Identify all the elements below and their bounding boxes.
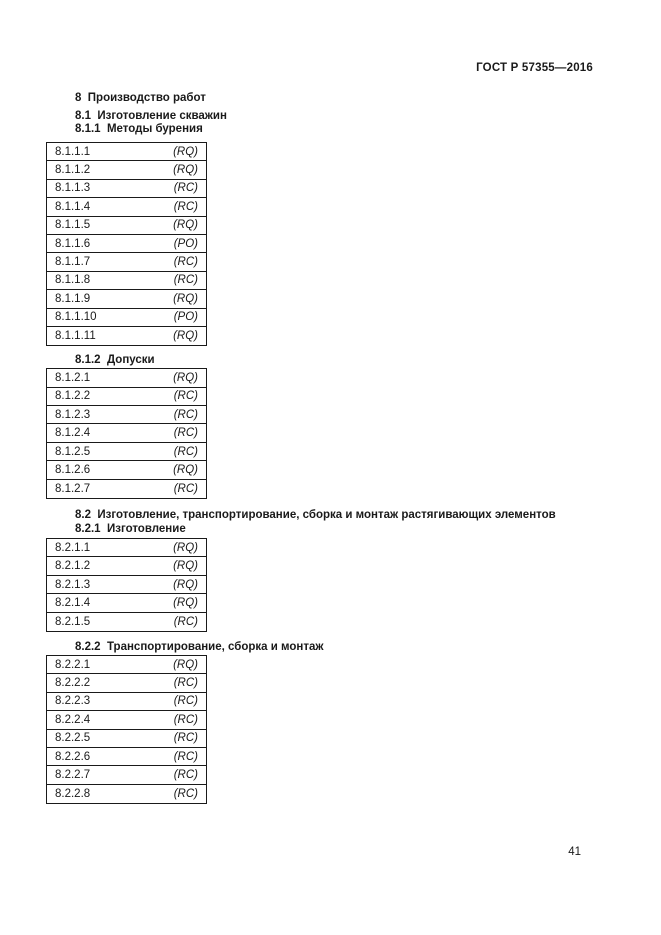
requirement-type-marker: (RC) bbox=[173, 769, 198, 782]
heading-8-1: 8.1 Изготовление скважин bbox=[75, 110, 227, 122]
table-row bbox=[47, 674, 206, 692]
table-row bbox=[47, 480, 206, 498]
table-row bbox=[47, 693, 206, 711]
clause-number: 8.1.1.2 bbox=[55, 164, 91, 177]
table-row bbox=[47, 161, 206, 179]
requirement-type-marker: (RC) bbox=[173, 390, 198, 403]
clause-number: 8.2.2.7 bbox=[55, 769, 91, 782]
heading-8-2: 8.2 Изготовление, транспортирование, сборка и монтаж растягивающих элементов bbox=[75, 509, 556, 522]
clause-number: 8.1.1.7 bbox=[55, 256, 91, 269]
heading-8: 8 Производство работ bbox=[75, 92, 206, 104]
requirement-type-marker: (RC) bbox=[173, 482, 198, 495]
clause-number: 8.2.1.5 bbox=[55, 615, 91, 628]
clause-number: 8.1.2.6 bbox=[55, 463, 91, 476]
heading-8-1-2: 8.1.2 Допуски bbox=[75, 354, 155, 367]
table-row bbox=[47, 443, 206, 461]
requirement-type-marker: (RQ) bbox=[173, 658, 198, 671]
table-row bbox=[47, 461, 206, 479]
table-8-2-2 bbox=[46, 655, 207, 804]
requirement-type-marker: (RC) bbox=[173, 750, 198, 763]
clause-number: 8.1.1.8 bbox=[55, 274, 91, 287]
requirement-type-marker: (RQ) bbox=[173, 541, 198, 554]
requirement-type-marker: (RC) bbox=[173, 408, 198, 421]
table-8-1-2 bbox=[46, 368, 207, 499]
table-row bbox=[47, 730, 206, 748]
requirement-type-marker: (RC) bbox=[173, 677, 198, 690]
table-row bbox=[47, 217, 206, 235]
clause-number: 8.2.2.4 bbox=[55, 713, 91, 726]
clause-number: 8.1.1.4 bbox=[55, 200, 91, 213]
requirement-type-marker: (RC) bbox=[173, 427, 198, 440]
clause-number: 8.2.1.4 bbox=[55, 596, 91, 609]
page-number: 41 bbox=[568, 846, 581, 858]
clause-number: 8.2.2.5 bbox=[55, 732, 91, 745]
clause-number: 8.2.2.3 bbox=[55, 695, 91, 708]
requirement-type-marker: (RQ) bbox=[173, 219, 198, 232]
table-row bbox=[47, 327, 206, 345]
requirement-type-marker: (RQ) bbox=[173, 164, 198, 177]
requirement-type-marker: (RQ) bbox=[173, 145, 198, 158]
requirement-type-marker: (RC) bbox=[173, 713, 198, 726]
table-row bbox=[47, 272, 206, 290]
requirement-type-marker: (PO) bbox=[173, 237, 198, 250]
requirement-type-marker: (RC) bbox=[173, 445, 198, 458]
table-row bbox=[47, 656, 206, 674]
table-row bbox=[47, 576, 206, 594]
clause-number: 8.2.2.1 bbox=[55, 658, 91, 671]
table-8-2-1 bbox=[46, 538, 207, 632]
heading-8-1-1: 8.1.1 Методы бурения bbox=[75, 123, 203, 135]
requirement-type-marker: (RC) bbox=[173, 732, 198, 745]
requirement-type-marker: (RQ) bbox=[173, 560, 198, 573]
table-row bbox=[47, 711, 206, 729]
requirement-type-marker: (PO) bbox=[173, 311, 198, 324]
table-row bbox=[47, 253, 206, 271]
requirement-type-marker: (RQ) bbox=[173, 463, 198, 476]
requirement-type-marker: (RC) bbox=[173, 256, 198, 269]
table-row bbox=[47, 180, 206, 198]
requirement-type-marker: (RQ) bbox=[173, 578, 198, 591]
table-row bbox=[47, 594, 206, 612]
table-row bbox=[47, 290, 206, 308]
requirement-type-marker: (RC) bbox=[173, 200, 198, 213]
clause-number: 8.1.1.9 bbox=[55, 292, 91, 305]
table-row bbox=[47, 388, 206, 406]
heading-8-2-2: 8.2.2 Транспортирование, сборка и монтаж bbox=[75, 640, 324, 653]
table-row bbox=[47, 613, 206, 631]
requirement-type-marker: (RQ) bbox=[173, 596, 198, 609]
clause-number: 8.2.1.1 bbox=[55, 541, 91, 554]
table-row bbox=[47, 539, 206, 557]
clause-number: 8.1.2.1 bbox=[55, 371, 91, 384]
clause-number: 8.1.2.5 bbox=[55, 445, 91, 458]
clause-number: 8.1.2.7 bbox=[55, 482, 91, 495]
clause-number: 8.2.1.2 bbox=[55, 560, 91, 573]
clause-number: 8.1.1.3 bbox=[55, 182, 91, 195]
requirement-type-marker: (RQ) bbox=[173, 330, 198, 343]
requirement-type-marker: (RC) bbox=[173, 695, 198, 708]
content bbox=[46, 88, 593, 804]
standard-designation-header: ГОСТ Р 57355—2016 bbox=[476, 62, 593, 74]
heading-8-2-1: 8.2.1 Изготовление bbox=[75, 523, 186, 536]
clause-number: 8.2.2.2 bbox=[55, 677, 91, 690]
requirement-type-marker: (RC) bbox=[173, 182, 198, 195]
clause-number: 8.1.1.1 bbox=[55, 145, 91, 158]
table-row bbox=[47, 424, 206, 442]
table-row bbox=[47, 406, 206, 424]
table-row bbox=[47, 557, 206, 575]
requirement-type-marker: (RC) bbox=[173, 274, 198, 287]
table-row bbox=[47, 785, 206, 803]
clause-number: 8.2.2.8 bbox=[55, 787, 91, 800]
clause-number: 8.1.1.11 bbox=[55, 330, 96, 343]
table-row bbox=[47, 309, 206, 327]
table-8-1-1 bbox=[46, 142, 207, 346]
table-row bbox=[47, 143, 206, 161]
requirement-type-marker: (RC) bbox=[173, 787, 198, 800]
clause-number: 8.2.2.6 bbox=[55, 750, 91, 763]
table-row bbox=[47, 198, 206, 216]
table-row bbox=[47, 766, 206, 784]
clause-number: 8.1.2.3 bbox=[55, 408, 91, 421]
requirement-type-marker: (RQ) bbox=[173, 371, 198, 384]
clause-number: 8.1.1.5 bbox=[55, 219, 91, 232]
table-row bbox=[47, 235, 206, 253]
requirement-type-marker: (RQ) bbox=[173, 292, 198, 305]
clause-number: 8.1.2.4 bbox=[55, 427, 91, 440]
table-row bbox=[47, 369, 206, 387]
requirement-type-marker: (RC) bbox=[173, 615, 198, 628]
clause-number: 8.1.1.6 bbox=[55, 237, 91, 250]
table-row bbox=[47, 748, 206, 766]
clause-number: 8.1.1.10 bbox=[55, 311, 97, 324]
clause-number: 8.1.2.2 bbox=[55, 390, 91, 403]
clause-number: 8.2.1.3 bbox=[55, 578, 91, 591]
